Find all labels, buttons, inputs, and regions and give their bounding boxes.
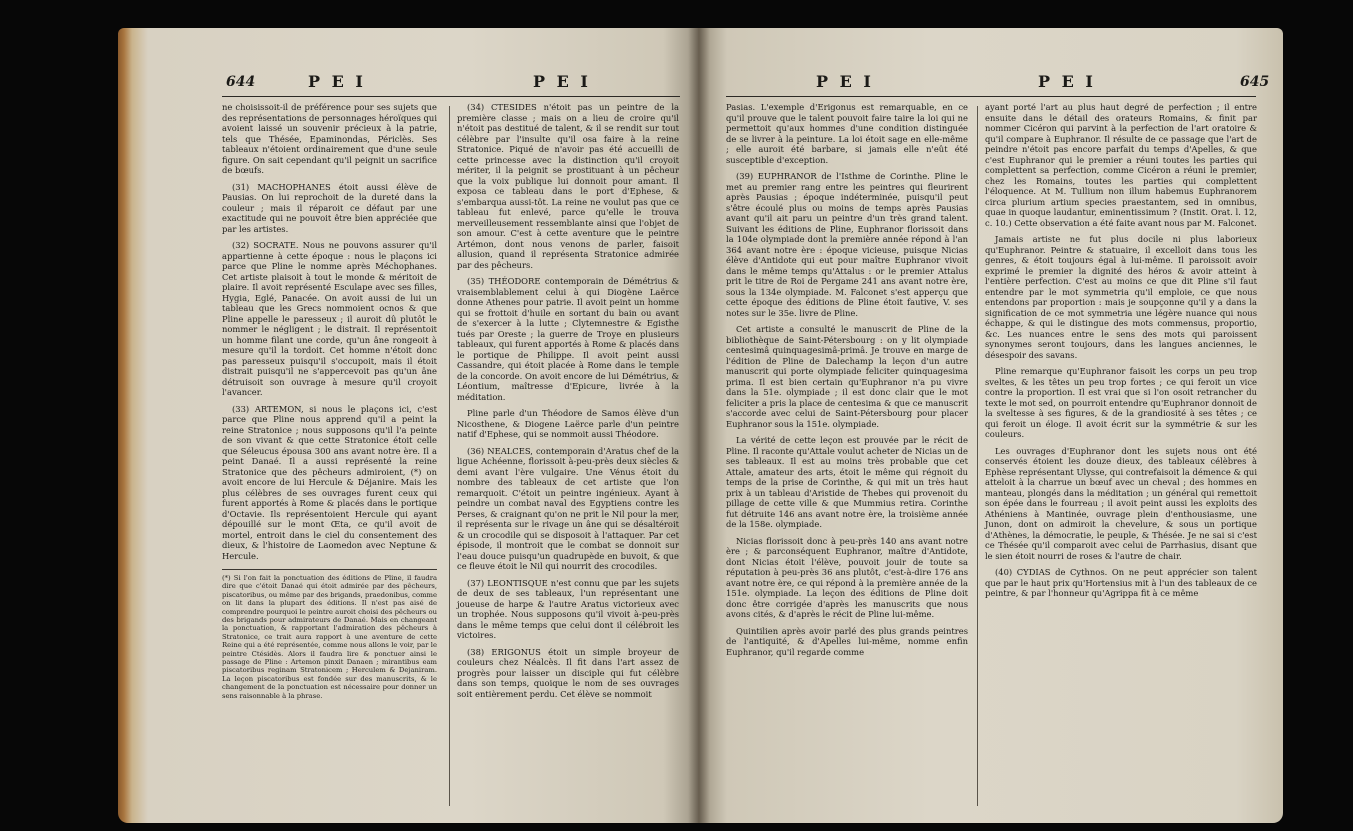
paragraph: (39) EUPHRANOR de l'Isthme de Corinthe. Pline le met au premier rang entre les peintres qui fleurirent après Pausias ; époque indéterminée, puisqu'il peut s'être écoulé plus ou moins de temps après Pausias avant qu'il ait paru un peintre d'un très grand talent. Suivant les éditions de Pline, Euphranor florissoit dans la 104e olympiade dont la première année répond à l'an 364 avant notre ère : époque vicieuse, puisque Nicias élève d'Antidote qui eut pour maître Euphranor vivoit dans le même temps qu'Attalus : or le premier Attalus prit le titre de Roi de Pergame 241 ans avant notre ère, sous la 134e olympiade. M. Falconet s'est apperçu que cette époque des éditions de Pline étoit fautive, V. ses notes sur le 35e. livre de Pline. <box>726 171 968 318</box>
page-number-right: 645 <box>1240 74 1270 90</box>
paragraph: Quintilien après avoir parlé des plus grands peintres de l'antiquité, & d'Apelles lui-même, nomme enfin Euphranor, qu'il regarde comme <box>726 625 968 657</box>
paragraph: ne choisissoit-il de préférence pour ses sujets que des représentations de personnages héroïques qui avoient laissé un souvenir précieux à la patrie, tels que Thésée, Epaminondas, Périclès. Ses tableaux n'étoient ordinairement que d'une seule figure. On sait cependant qu'il peignit un sacrifice de bœufs. <box>222 102 437 175</box>
paragraph: Pline remarque qu'Euphranor faisoit les corps un peu trop sveltes, & les têtes un peu trop fortes ; ce qui feroit un vice contre la proportion. Il est vrai que si l'on osoit retrancher du texte le mot sed, on pourroit entendre qu'Euphranor donnoit de la sveltesse à ses figures, & de la grandiosité à ses têtes ; ce qui feroit un éloge. Il avoit écrit sur la symmétrie & sur les couleurs. <box>985 366 1257 439</box>
book-spread <box>118 28 1283 823</box>
left-page <box>118 28 698 823</box>
paragraph: (34) CTESIDES n'étoit pas un peintre de la première classe ; mais on a lieu de croire qu'il n'étoit pas destitué de talent, & il se rendit sur tout célèbre par l'insulte qu'il osa faire à la reine Stratonice. Piqué de n'avoir pas été accueilli de cette princesse avec la distinction qu'il croyoit mériter, il la peignit se prostituant à un pêcheur que la voix publique lui donnoit pour amant. Il exposa ce tableau dans le port d'Ephese, & s'embarqua aussi-tôt. La reine ne voulut pas que ce tableau fut enlevé, parce qu'elle le trouva merveilleusement ressemblante ainsi que l'objet de son amour. C'est à cette aventure que le peintre Artémon, dont nous venons de parler, faisoit allusion, quand il représenta Stratonice admirée par des pêcheurs. <box>457 102 679 270</box>
running-head: P E I <box>816 72 874 91</box>
running-head: P E I <box>308 72 366 91</box>
header-rule <box>726 96 1256 97</box>
paragraph: ayant porté l'art au plus haut degré de perfection ; il entre ensuite dans le détail des orateurs Romains, & finit par nommer Cicéron qui parvint à la perfection de l'art oratoire & qu'il compare à Euphranor. Il résulte de ce passage que l'art de peindre n'étoit pas encore parfait du temps d'Apelles, & que c'est Euphranor qui le premier a réuni toutes les parties qui complettent sa perfection, comme Cicéron a réuni le premier, chez les Romains, toutes les parties qui complettent l'éloquence. At M. Tullium non illum habemus Euphranorem circa plurium artium species praestantem, sed in omnibus, quae in quoque laudantur, eminentissimum ? (Instit. Orat. l. 12, c. 10.) Cette observation a été faite avant nous par M. Falconet. <box>985 102 1257 228</box>
right-page <box>698 28 1283 823</box>
paragraph: (31) MACHOPHANES étoit aussi élève de Pausias. On lui reprochoit de la dureté dans la couleur ; mais il réparoit ce défaut par une exactitude qui ne pouvoit être bien appréciée que par les artistes. <box>222 181 437 234</box>
paragraph: (37) LEONTISQUE n'est connu que par les sujets de deux de ses tableaux, l'un représentant une joueuse de harpe & l'autre Aratus victorieux avec un trophée. Nous supposons qu'il vivoit à-peu-près dans le même temps que celui dont il célébroit les victoires. <box>457 577 679 640</box>
paragraph: Cet artiste a consulté le manuscrit de Pline de la bibliothèque de Saint-Pétersbourg : on y lit olympiade centesimâ quinquagesimâ-primâ. Je trouve en marge de l'édition de Pline de Dalechamp la leçon d'un autre manuscrit qui porte olympiade feliciter quinquagesima prima. Il est bien certain qu'Euphranor n'a pu vivre dans la 51e. olympiade ; il est donc clair que le mot feliciter a pris la place de centesima & que ce manuscrit s'accorde avec celui de Saint-Pétersbourg pour placer Euphranor sous la 151e. olympiade. <box>726 324 968 429</box>
paragraph: Nicias florissoit donc à peu-près 140 ans avant notre ère ; & parconséquent Euphranor, maître d'Antidote, dont Nicias étoit l'élève, pouvoit jouir de toute sa réputation à peu-près 36 ans plutôt, c'est-à-dire 176 ans avant notre ère, ce qui répond à la première année de la 151e. olympiade. La leçon des éditions de Pline doit donc être corrigée d'après les manuscrits que nous avons cités, & d'après le récit de Pline lui-même. <box>726 535 968 619</box>
paragraph: Jamais artiste ne fut plus docile ni plus laborieux qu'Euphranor. Peintre & statuaire, il excelloit dans tous les genres, & étoit toujours égal à lui-même. Il paroissoit avoir exprimé le premier la dignité des héros & avoir atteint à l'entière perfection. C'est au moins ce que dit Pline s'il faut entendre par le mot symmetria qu'il emploie, ce que nous entendons par proportion : mais je soupçonne qu'il y a dans la signification de ce mot symmetria une légère nuance qui nous échappe, & qui le distingue des mots commensus, proportio, &c. Les nuances entre le sens des mots qui paroissent synonymes seront toujours, dans les langues anciennes, le désespoir des savans. <box>985 234 1257 360</box>
paragraph: La vérité de cette leçon est prouvée par le récit de Pline. Il raconte qu'Attale voulut acheter de Nicias un de ses tableaux. Il est au moins très probable que cet Attale, amateur des arts, étoit le même qui régnoit du temps de la prise de Corinthe, & qui mit un très haut prix à un tableau d'Aristide de Thebes qui provenoit du pillage de cette ville & que Mummius retira. Corinthe fut détruite 146 ans avant notre ère, la troisième année de la 158e. olympiade. <box>726 435 968 529</box>
column-left-2 <box>457 102 679 705</box>
column-separator <box>977 106 978 806</box>
column-right-1 <box>726 102 968 663</box>
paragraph: (36) NEALCES, contemporain d'Aratus chef de la ligue Achéenne, florissoit à-peu-près deux siècles & demi avant l'ère vulgaire. Une Vénus étoit du nombre des tableaux de cet artiste que l'on remarquoit. C'étoit un peintre ingénieux. Ayant à peindre un combat naval des Egyptiens contre les Perses, & craignant qu'on ne prit le Nil pour la mer, il représenta sur le rivage un âne qui se désaltéroit & un crocodile qui se disposoit à l'attaquer. Par cet épisode, il montroit que le combat se donnoit sur l'eau douce puisqu'un quadrupède en buvoit, & que ce fleuve étoit le Nil qui nourrit des crocodiles. <box>457 445 679 571</box>
paragraph: Pasias. L'exemple d'Erigonus est remarquable, en ce qu'il prouve que le talent pouvoit faire taire la loi qui ne permettoit qu'aux hommes d'une condition distinguée de se livrer à la peinture. La loi étoit sage en elle-même ; elle auroit été barbare, si jamais elle n'eût été susceptible d'exception. <box>726 102 968 165</box>
column-separator <box>449 106 450 806</box>
paragraph: Pline parle d'un Théodore de Samos élève d'un Nicosthene, & Diogene Laërce parle d'un peintre natif d'Ephese, qui se nommoit aussi Théodore. <box>457 408 679 439</box>
paragraph: (33) ARTEMON, si nous le plaçons ici, c'est parce que Pline nous apprend qu'il a peint la reine Stratonice ; nous supposons qu'il l'a peinte de son vivant & que cette Stratonice étoit celle que Séleucus épousa 300 ans avant notre ère. Il a peint Danaé. Il a aussi représenté la reine Stratonice que des pêcheurs admiroient, (*) on avoit encore de lui Hercule & Déjanire. Mais les plus célèbres de ses ouvrages furent ceux qui furent apportés à Rome & placés dans le portique d'Octavie. Ils représentoient Hercule qui ayant dépouillé sur le mont Œta, ce qu'il avoit de mortel, entroit dans le ciel du consentement des dieux, & l'histoire de Laomedon avec Neptune & Hercule. <box>222 403 437 561</box>
column-right-2 <box>985 102 1257 605</box>
paragraph: (40) CYDIAS de Cythnos. On ne peut apprécier son talent que par le haut prix qu'Hortensius mit à l'un des tableaux de ce peintre, & par l'honneur qu'Agrippa fit à ce même <box>985 567 1257 598</box>
paragraph: (35) THÉODORE contemporain de Démétrius & vraisemblablement celui à qui Diogène Laërce donne Athenes pour patrie. Il avoit peint un homme qui se frottoit d'huile en sortant du bain ou avant de s'exercer à la lutte ; Clytemnestre & Egisthe tués par Oreste ; la guerre de Troye en plusieurs tableaux, qui furent apportés à Rome & placés dans le portique de Philippe. Il avoit peint aussi Cassandre, qui étoit placée à Rome dans le temple de la concorde. On avoit encore de lui Démétrius, & Léontium, maîtresse d'Epicure, livrée à la méditation. <box>457 276 679 402</box>
footnote: (*) Si l'on fait la ponctuation des éditions de Pline, il faudra dire que c'étoit Danaé qui étoit admirée par des pêcheurs, piscatoribus, ou même par des brigands, praedonibus, comme on lit dans la plupart des éditions. Il n'est pas aisé de comprendre pourquoi le peintre auroit choisi des pêcheurs ou des brigands pour admirateurs de Danaé. Mais en changeant la ponctuation, & rapportant l'admiration des pêcheurs à Stratonice, ce trait aura rapport à une aventure de cette Reine qui a été représentée, comme nous allons le voir, par le peintre Ctésidès. Alors il faudra lire & ponctuer ainsi le passage de Pline : Artemon pinxit Danaen ; mirantibus eam piscatoribus reginam Stratonicem ; Herculem & Dejaniram. La leçon piscatoribus est fondée sur des manuscrits, & le changement de la ponctuation est nécessaire pour donner un sens raisonnable à la phrase. <box>222 569 437 700</box>
header-rule <box>222 96 680 97</box>
paragraph: (38) ERIGONUS étoit un simple broyeur de couleurs chez Néalcès. Il fit dans l'art assez de progrès pour laisser un disciple qui fut célèbre dans son temps, quoique le nom de ses ouvrages soit entièrement perdu. Cet élève se nommoit <box>457 646 679 699</box>
running-head: P E I <box>1038 72 1096 91</box>
paragraph: Les ouvrages d'Euphranor dont les sujets nous ont été conservés étoient les douze dieux, des tableaux célèbres à Ephèse représentant Ulysse, qui contrefaisoit la démence & qui atteloit à la charrue un bœuf avec un cheval ; des hommes en manteau, plongés dans la méditation ; un général qui remettoit son épée dans le fourreau ; il avoit peint aussi les exploits des Athéniens à Mantinée, ouvrage plein d'enthousiasme, une Junon, dont on admiroit la chevelure, & sous un portique d'Athènes, la démocratie, le peuple, & Thésée. Je ne sai si c'est ce Thésée qu'il comparoit avec celui de Parrhasius, disant que le sien étoit nourri de roses & l'autre de chair. <box>985 445 1257 561</box>
running-head: P E I <box>533 72 591 91</box>
column-left-1 <box>222 102 437 700</box>
paragraph: (32) SOCRATE. Nous ne pouvons assurer qu'il appartienne à cette époque : nous le plaçons ici parce que Pline le nomme après Méchophanes. Cet artiste plaisoit à tout le monde & méritoit de plaire. Il avoit représenté Esculape avec ses filles, Hygia, Eglé, Panacée. On avoit aussi de lui un tableau que les Grecs nommoient ocnos & que Pline appelle le paresseux ; il auroit dû plutôt le nommer le négligent ; le distrait. Il représentoit un homme filant une corde, qu'un âne rongeoit à mesure qu'il la tordoit. Cet homme n'étoit donc pas paresseux puisqu'il s'occupoit, mais il étoit distrait puisqu'il ne s'appercevoit pas qu'un âne détruisoit son ouvrage à mesure qu'il croyoit l'avancer. <box>222 240 437 397</box>
page-number-left: 644 <box>226 74 256 90</box>
book-gutter <box>688 28 710 823</box>
